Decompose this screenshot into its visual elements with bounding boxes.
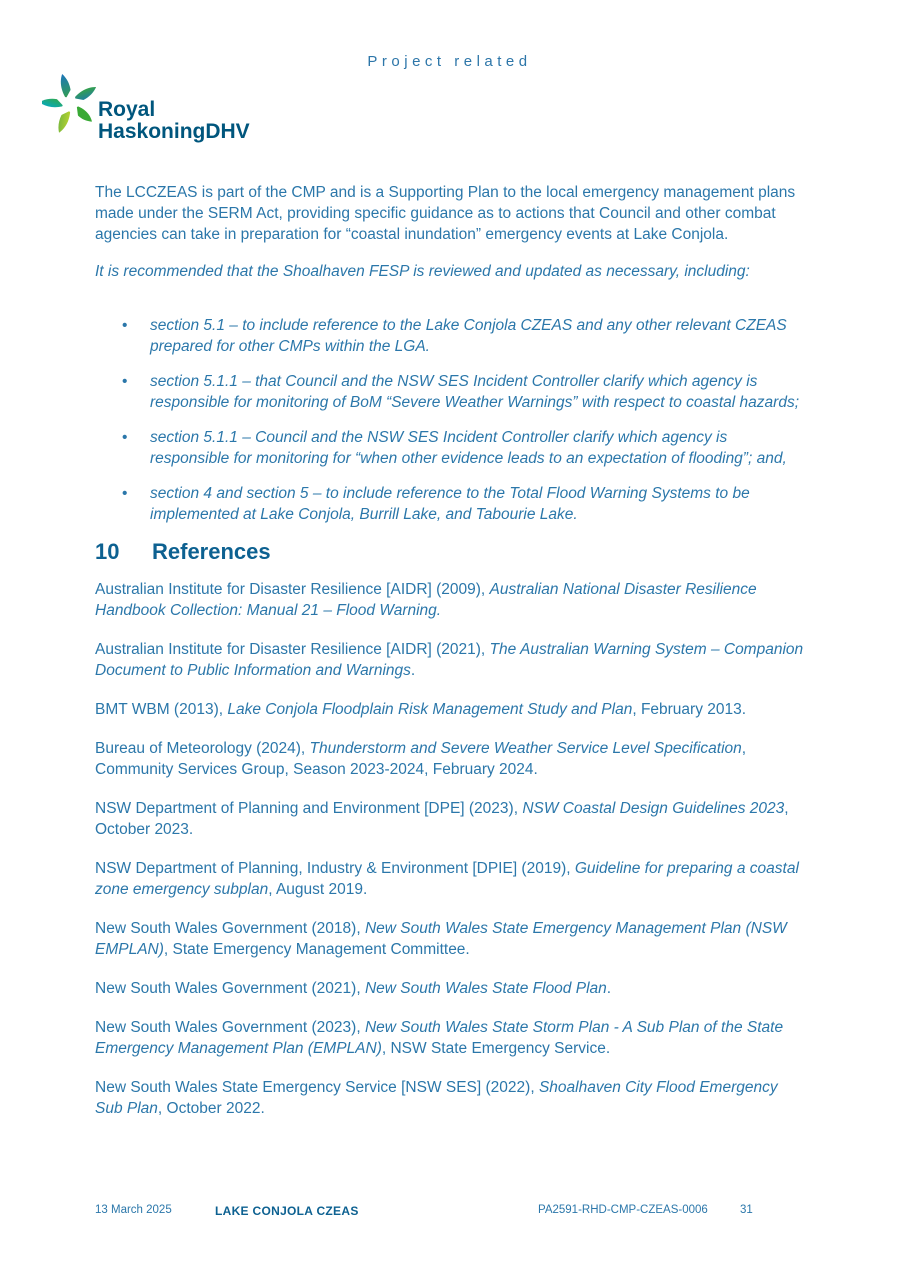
footer-date: 13 March 2025 xyxy=(95,1204,172,1216)
footer-document-title: LAKE CONJOLA CZEAS xyxy=(215,1204,359,1218)
project-related-label: Project related xyxy=(367,53,532,70)
reference-title-italic: Lake Conjola Floodplain Risk Management Study and Plan xyxy=(227,701,633,718)
reference-title-italic: Australian National Disaster Resilience Handbook Collection: Manual 21 – Flood Warning. xyxy=(95,581,757,619)
reference-text: New South Wales Government (2021), xyxy=(95,980,365,997)
reference-entry xyxy=(95,1017,805,1059)
page-footer xyxy=(0,1204,899,1224)
reference-entry xyxy=(95,978,805,999)
company-logo xyxy=(42,64,250,145)
reference-text: , October 2022. xyxy=(157,1100,265,1117)
reference-entry xyxy=(95,798,805,840)
bullet-item xyxy=(95,315,805,357)
intro-paragraph: The LCCZEAS is part of the CMP and is a Supporting Plan to the local emergency management plans made under the SERM Act, providing specific guidance as to actions that Council and other combat agencies can take in preparation for “coastal inundation” emergency events at Lake Conjola. xyxy=(95,184,796,243)
bullet-text: section 4 and section 5 – to include reference to the Total Flood Warning Systems to be implemented at Lake Conjola, Burrill Lake, and Tabourie Lake. xyxy=(150,485,750,523)
reference-entry xyxy=(95,918,805,960)
bullet-item xyxy=(95,371,805,413)
reference-text: , February 2013. xyxy=(632,701,747,718)
reference-text: , October 2023. xyxy=(95,800,789,838)
bullet-marker: • xyxy=(122,373,128,390)
reference-entry xyxy=(95,699,805,720)
reference-text: New South Wales State Emergency Service [NSW SES] (2022), xyxy=(95,1079,539,1096)
references-heading xyxy=(95,539,805,565)
reference-title-italic: Thunderstorm and Severe Weather Service Level Specification xyxy=(309,740,742,757)
reference-title-italic: New South Wales State Flood Plan xyxy=(364,980,607,997)
section-number: 10 xyxy=(95,539,120,564)
reference-text: , State Emergency Management Committee. xyxy=(163,941,470,958)
reference-list xyxy=(95,579,805,1119)
bullet-text: section 5.1.1 – Council and the NSW SES Incident Controller clarify which agency is responsible for monitoring for “when other evidence leads to an expectation of flooding”; and, xyxy=(150,429,787,467)
wordmark-line1: Royal xyxy=(98,98,156,121)
reference-title-italic: Shoalhaven City Flood Emergency Sub Plan xyxy=(95,1079,778,1117)
recommendation-paragraph: It is recommended that the Shoalhaven FESP is reviewed and updated as necessary, including: xyxy=(95,263,750,280)
reference-text: , Community Services Group, Season 2023-2024, February 2024. xyxy=(95,740,747,778)
footer-page-number: 31 xyxy=(740,1204,753,1216)
rhdhv-star-icon xyxy=(42,64,98,145)
page-content xyxy=(95,182,805,1137)
reference-text: . xyxy=(606,980,612,997)
company-wordmark xyxy=(98,99,250,145)
reference-entry xyxy=(95,1077,805,1119)
reference-text: , August 2019. xyxy=(268,881,368,898)
reference-entry xyxy=(95,738,805,780)
bullet-text: section 5.1.1 – that Council and the NSW SES Incident Controller clarify which agency is responsible for monitoring of BoM “Severe Weather Warnings” with respect to coastal hazards; xyxy=(150,373,800,411)
recommendation-bullet-list xyxy=(95,315,805,525)
reference-title-italic: New South Wales State Storm Plan - A Sub Plan of the State Emergency Management Plan (EMPLAN) xyxy=(95,1019,784,1057)
bullet-item xyxy=(95,483,805,525)
reference-entry xyxy=(95,639,805,681)
reference-entry xyxy=(95,858,805,900)
reference-text: Australian Institute for Disaster Resilience [AIDR] (2009), xyxy=(95,581,490,598)
reference-title-italic: Guideline for preparing a coastal zone emergency subplan xyxy=(95,860,799,898)
bullet-marker: • xyxy=(122,485,128,502)
wordmark-line2: HaskoningDHV xyxy=(98,120,250,143)
bullet-item xyxy=(95,427,805,469)
bullet-marker: • xyxy=(122,317,128,334)
reference-text: BMT WBM (2013), xyxy=(95,701,228,718)
bullet-text: section 5.1 – to include reference to the Lake Conjola CZEAS and any other relevant CZEAS prepared for other CMPs within the LGA. xyxy=(150,317,787,355)
footer-document-number: PA2591-RHD-CMP-CZEAS-0006 xyxy=(538,1204,708,1216)
reference-text: New South Wales Government (2018), xyxy=(95,920,365,937)
reference-title-italic: New South Wales State Emergency Management Plan (NSW EMPLAN) xyxy=(95,920,787,958)
reference-text: New South Wales Government (2023), xyxy=(95,1019,365,1036)
reference-entry xyxy=(95,579,805,621)
reference-text: , NSW State Emergency Service. xyxy=(381,1040,611,1057)
reference-title-italic: NSW Coastal Design Guidelines 2023 xyxy=(522,800,785,817)
bullet-marker: • xyxy=(122,429,128,446)
reference-text: NSW Department of Planning, Industry & Environment [DPIE] (2019), xyxy=(95,860,575,877)
section-title: References xyxy=(152,539,271,564)
reference-text: Australian Institute for Disaster Resilience [AIDR] (2021), xyxy=(95,641,490,658)
reference-text: Bureau of Meteorology (2024), xyxy=(95,740,310,757)
reference-title-italic: The Australian Warning System – Companion Document to Public Information and Warnings xyxy=(95,641,804,679)
reference-text: . xyxy=(410,662,416,679)
reference-text: NSW Department of Planning and Environment [DPE] (2023), xyxy=(95,800,523,817)
